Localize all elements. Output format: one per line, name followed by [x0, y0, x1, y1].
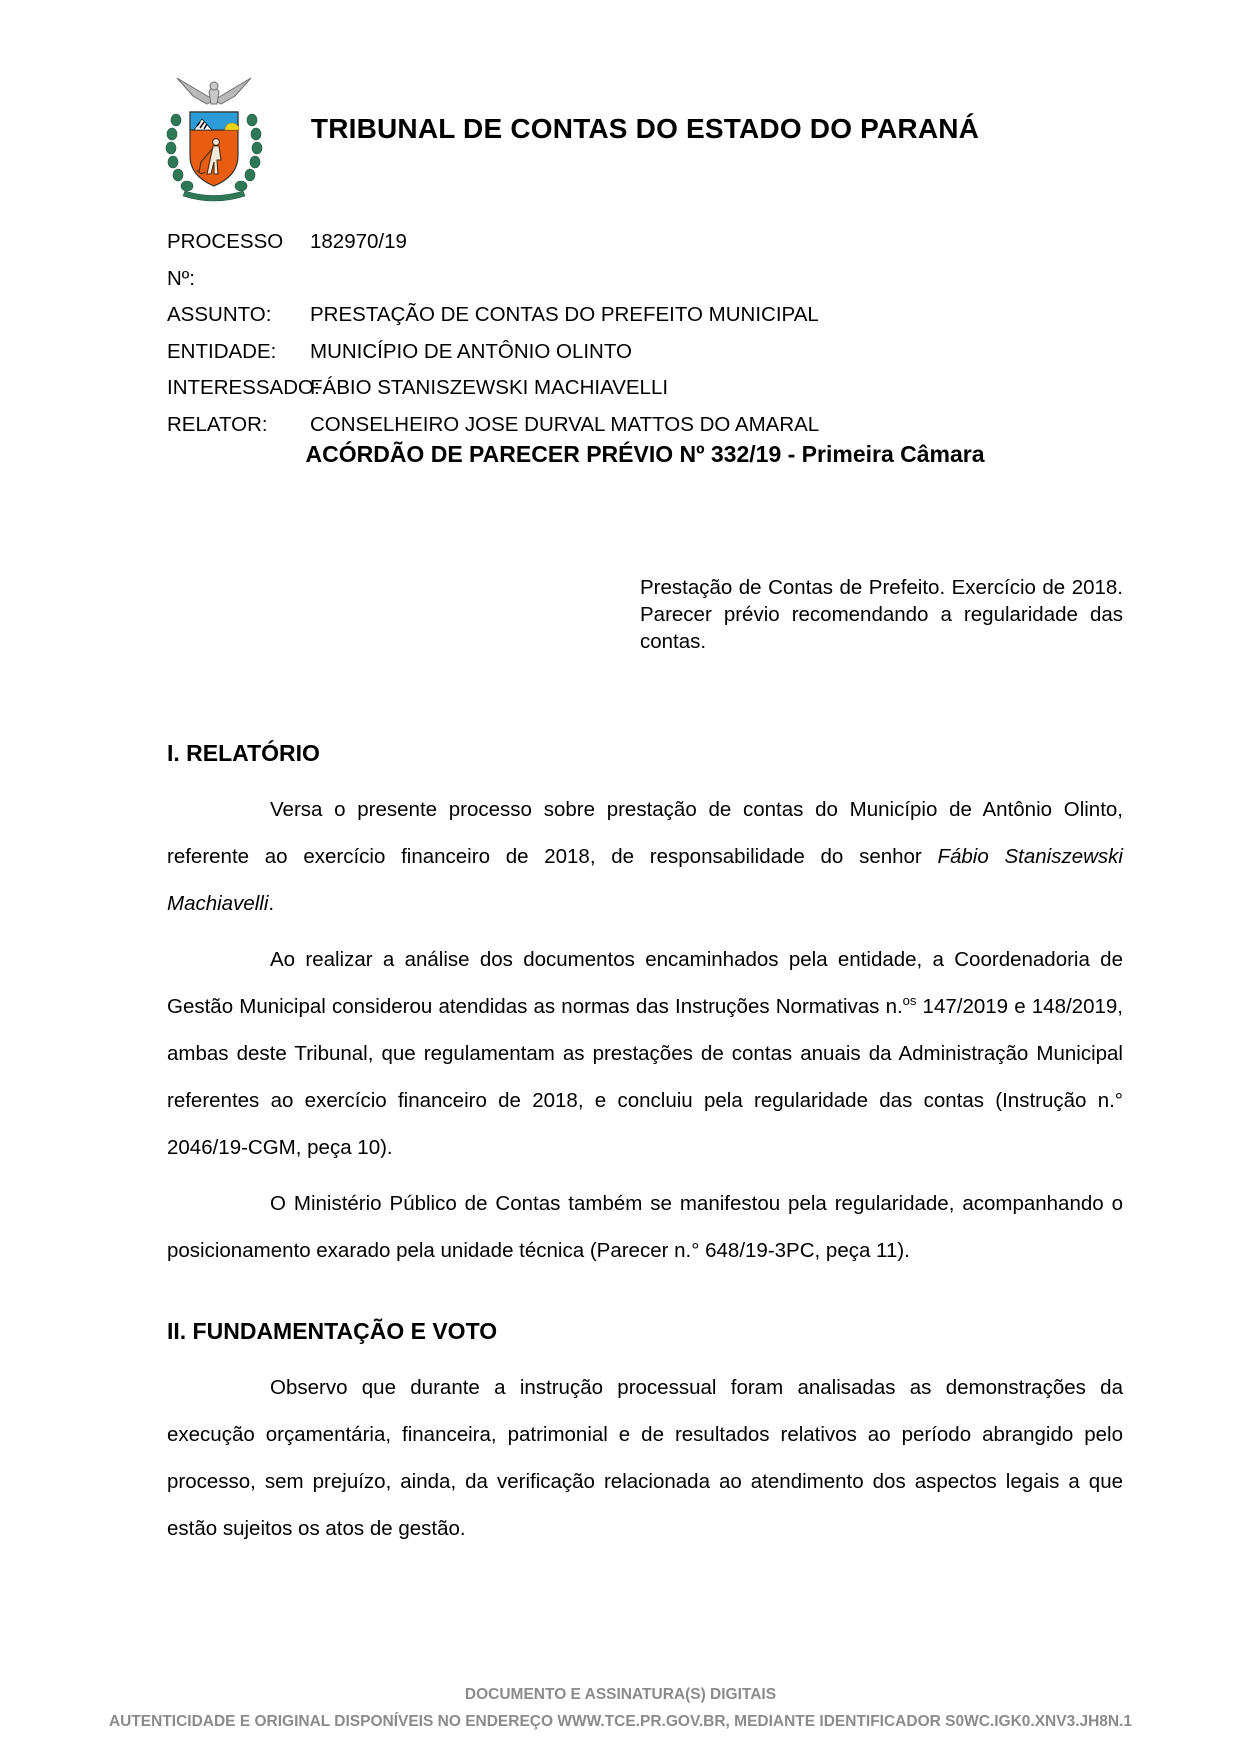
meta-row-entidade — [167, 334, 1123, 371]
meta-label: PROCESSO Nº: — [167, 230, 284, 290]
meta-label: ASSUNTO: — [167, 303, 272, 327]
meta-row-assunto — [167, 297, 1123, 334]
paragraph-relatorio-2 — [167, 936, 1123, 1171]
meta-label: RELATOR: — [167, 412, 268, 436]
meta-label: INTERESSADO: — [167, 376, 320, 400]
meta-value: FÁBIO STANISZEWSKI MACHIAVELLI — [310, 376, 669, 400]
paragraph-text: Versa o presente processo sobre prestação de contas do Município de Antônio Olinto, referente ao exercício financeiro de 2018, de responsabilidade do senhor — [167, 798, 1123, 868]
meta-row-interessado — [167, 370, 1123, 407]
meta-label: ENTIDADE: — [167, 339, 277, 363]
footer-line-2: AUTENTICIDADE E ORIGINAL DISPONÍVEIS NO ENDEREÇO WWW.TCE.PR.GOV.BR, MEDIANTE IDENTIFICADOR S0WC.IGK0.XNV3.JH8N.1 — [108, 1713, 1133, 1730]
meta-value: 182970/19 — [310, 230, 407, 253]
process-metadata — [167, 224, 1123, 444]
meta-value: MUNICÍPIO DE ANTÔNIO OLINTO — [310, 339, 632, 363]
ementa-summary: Prestação de Contas de Prefeito. Exercício de 2018. Parecer prévio recomendando a regularidade das contas. — [640, 576, 1123, 653]
section-heading-fundamentacao: II. FUNDAMENTAÇÃO E VOTO — [167, 1318, 498, 1344]
paragraph-relatorio-3: O Ministério Público de Contas também se manifestou pela regularidade, acompanhando o posicionamento exarado pela unidade técnica (Parecer n.° 648/19-3PC, peça 11). — [167, 1192, 1123, 1262]
paragraph-relatorio-1 — [167, 786, 1123, 927]
interested-party-name: Fábio Staniszewski Machiavelli — [167, 845, 1123, 915]
ordinal-superscript: os — [902, 993, 917, 1009]
document-body — [167, 736, 1123, 1561]
section-heading-relatorio: I. RELATÓRIO — [167, 740, 320, 766]
meta-value: PRESTAÇÃO DE CONTAS DO PREFEITO MUNICIPAL — [310, 303, 819, 327]
footer-line-1: DOCUMENTO E ASSINATURA(S) DIGITAIS — [464, 1686, 777, 1703]
digital-signature-footer — [0, 1681, 1241, 1735]
acordao-title: ACÓRDÃO DE PARECER PRÉVIO Nº 332/19 - Primeira Câmara — [305, 441, 985, 467]
meta-value: CONSELHEIRO JOSE DURVAL MATTOS DO AMARAL — [310, 412, 820, 436]
paragraph-voto-1: Observo que durante a instrução processual foram analisadas as demonstrações da execução orçamentária, financeira, patrimonial e de resultados relativos ao período abrangido pelo processo, sem prejuízo, ainda, da verificação relacionada ao atendimento dos aspectos legais a que estão sujeitos os atos de gestão. — [167, 1376, 1123, 1540]
paragraph-text: Ao realizar a análise dos documentos encaminhados pela entidade, a Coordenadoria de Gestão Municipal considerou atendidas as normas das Instruções Normativas n. — [167, 948, 1123, 1018]
meta-row-processo — [167, 224, 1123, 297]
page-title: TRIBUNAL DE CONTAS DO ESTADO DO PARANÁ — [310, 113, 980, 144]
meta-row-relator — [167, 407, 1123, 444]
paragraph-text: . — [268, 892, 275, 915]
paragraph-text: 147/2019 e 148/2019, ambas deste Tribunal, que regulamentam as prestações de contas anuais da Administração Municipal referentes ao exercício financeiro de 2018, e concluiu pela regularidade das contas (Instrução n.° 2046/19-CGM, peça 10). — [167, 995, 1123, 1159]
